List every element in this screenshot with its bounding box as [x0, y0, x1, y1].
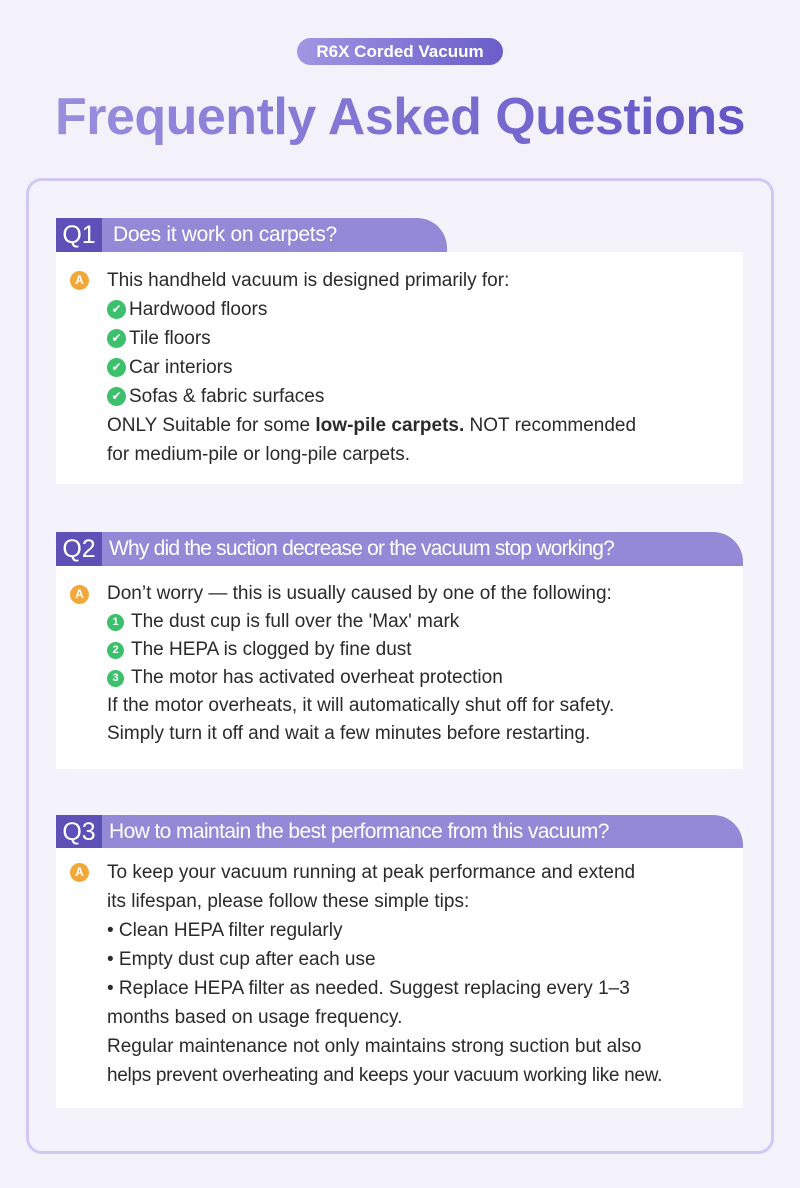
- answer-intro: Don’t worry — this is usually caused by one of the following:: [107, 583, 612, 604]
- answer-icon: A: [70, 863, 89, 882]
- number-icon: 1: [107, 614, 124, 631]
- list-item: ✔ Tile floors: [107, 324, 723, 353]
- question-2-header: [56, 532, 743, 566]
- list-item: ✔ Sofas & fabric surfaces: [107, 382, 723, 411]
- tip-item: • Replace HEPA filter as needed. Suggest replacing every 1–3: [107, 978, 630, 999]
- carpet-note: ONLY Suitable for some low-pile carpets. NOT recommended: [107, 415, 637, 436]
- question-3-header: [56, 815, 743, 849]
- page-title: Frequently Asked Questions: [0, 84, 800, 150]
- number-icon: 3: [107, 670, 124, 687]
- list-item: 3 The motor has activated overheat protection: [107, 664, 723, 692]
- answer-line: helps prevent overheating and keeps your vacuum working like new.: [107, 1065, 663, 1086]
- check-icon: ✔: [107, 358, 126, 377]
- answer-intro: This handheld vacuum is designed primarily for:: [107, 270, 510, 291]
- question-number: Q1: [56, 218, 102, 252]
- question-text: How to maintain the best performance from this vacuum?: [109, 820, 609, 843]
- answer-line: months based on usage frequency.: [107, 1007, 403, 1028]
- list-item: 1 The dust cup is full over the 'Max' mark: [107, 608, 723, 636]
- question-text: Why did the suction decrease or the vacuum stop working?: [109, 537, 614, 560]
- check-icon: ✔: [107, 329, 126, 348]
- answer-icon: A: [70, 585, 89, 604]
- product-badge: R6X Corded Vacuum: [297, 38, 503, 65]
- answer-1: [56, 252, 743, 484]
- question-number: Q3: [56, 815, 102, 849]
- check-icon: ✔: [107, 387, 126, 406]
- question-text: Does it work on carpets?: [113, 223, 337, 246]
- list-item: ✔ Hardwood floors: [107, 295, 723, 324]
- answer-3: [56, 848, 743, 1108]
- question-number: Q2: [56, 532, 102, 566]
- list-item: 2 The HEPA is clogged by fine dust: [107, 636, 723, 664]
- answer-line: its lifespan, please follow these simple tips:: [107, 891, 470, 912]
- answer-2: [56, 566, 743, 769]
- carpet-note-line2: for medium-pile or long-pile carpets.: [107, 444, 411, 465]
- question-1-header: [56, 218, 447, 252]
- answer-line: If the motor overheats, it will automatically shut off for safety.: [107, 695, 615, 716]
- answer-line: To keep your vacuum running at peak performance and extend: [107, 862, 636, 883]
- tip-item: • Clean HEPA filter regularly: [107, 920, 343, 941]
- list-item: ✔ Car interiors: [107, 353, 723, 382]
- check-icon: ✔: [107, 300, 126, 319]
- answer-line: Simply turn it off and wait a few minutes before restarting.: [107, 723, 591, 744]
- answer-icon: A: [70, 271, 89, 290]
- answer-line: Regular maintenance not only maintains strong suction but also: [107, 1036, 642, 1057]
- number-icon: 2: [107, 642, 124, 659]
- tip-item: • Empty dust cup after each use: [107, 949, 376, 970]
